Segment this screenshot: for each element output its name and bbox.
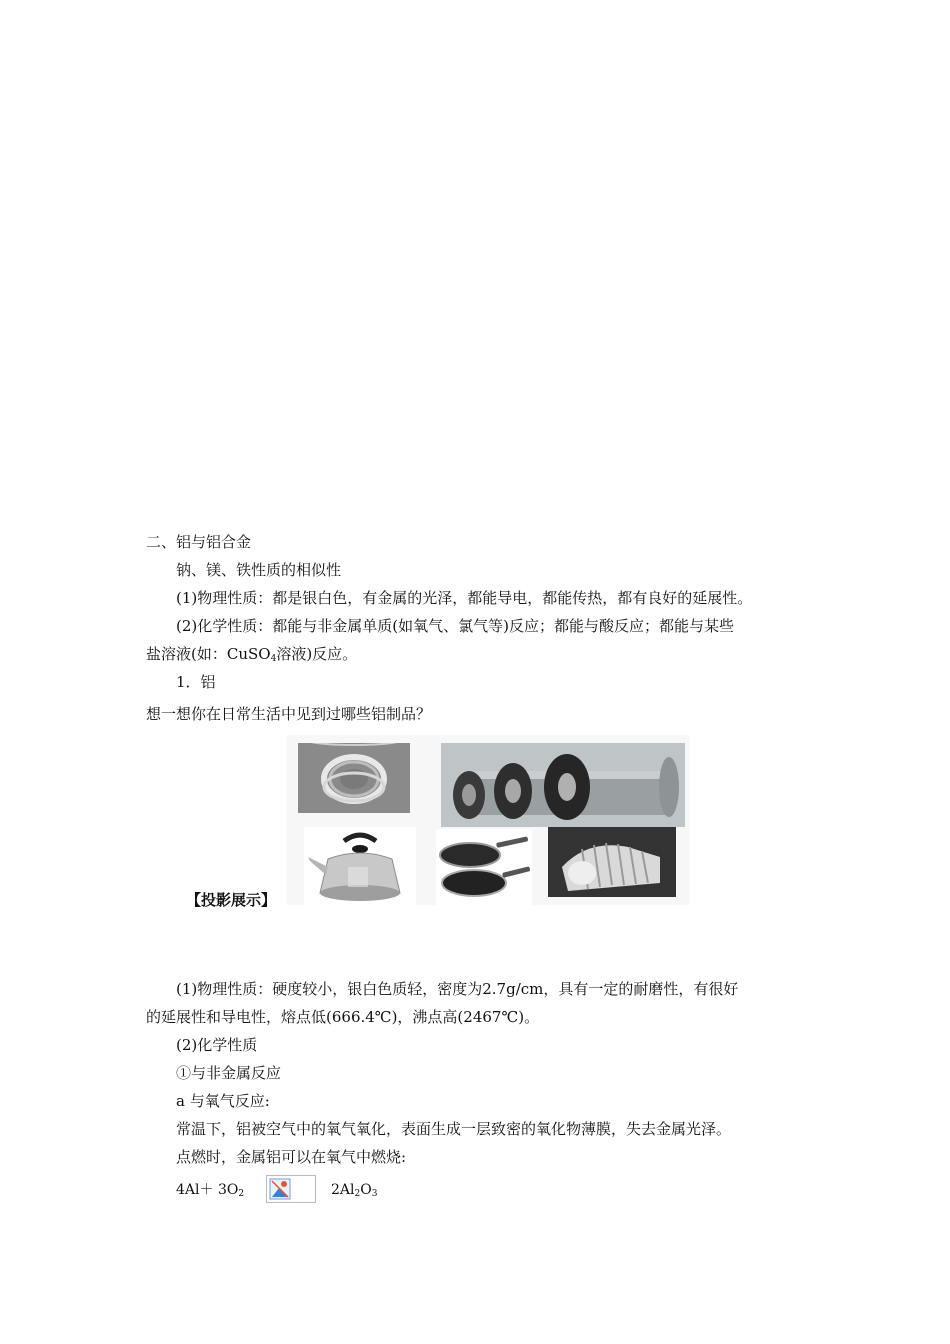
aluminum-subheading: 1．铝 [176, 673, 216, 691]
aluminum-wire-coil-photo [298, 743, 410, 813]
equation-product-o: O [360, 1182, 372, 1198]
broken-image-icon [269, 1178, 291, 1200]
al-subscript: 2 [354, 1189, 361, 1199]
salt-solution-prefix: 盐溶液(如：CuSO [146, 645, 271, 663]
chemical-properties-text-cont [146, 644, 357, 669]
equation-left [176, 1180, 244, 1204]
al-physical-properties-text-cont: 的延展性和导电性，熔点低(666.4℃)，沸点高(2467℃)。 [146, 1008, 540, 1026]
ignition-text: 点燃时，金属铝可以在氧气中燃烧: [176, 1148, 407, 1166]
heat-sink-photo [548, 827, 676, 897]
salt-solution-suffix: 溶液)反应。 [276, 645, 358, 663]
oxygen-reaction-item: a 与氧气反应: [176, 1092, 270, 1110]
equation-product-al: 2Al [331, 1182, 355, 1198]
oxygen-subscript: 2 [238, 1189, 245, 1199]
sulfate-subscript: 4 [270, 654, 277, 664]
frying-pans-photo [436, 829, 532, 905]
kettle-photo [304, 827, 416, 905]
al-physical-properties-text: (1)物理性质：硬度较小，银白色质轻，密度为2.7g/cm，具有一定的耐磨性，有很好 [176, 980, 739, 998]
projection-label: 【投影展示】 [186, 891, 277, 909]
intro-text: 钠、镁、铁性质的相似性 [176, 561, 342, 579]
chemical-properties-text: (2)化学性质：都能与非金属单质(如氧气、氯气等)反应；都能与酸反应；都能与某些 [176, 617, 734, 635]
physical-properties-text: (1)物理性质：都是银白色，有金属的光泽，都能导电，都能传热，都有良好的延展性。 [176, 589, 753, 607]
section-heading: 二、铝与铝合金 [146, 533, 252, 551]
al-chemical-heading: (2)化学性质 [176, 1036, 258, 1054]
aluminum-products-collage [286, 735, 690, 905]
o-subscript: 3 [371, 1189, 378, 1199]
nonmetal-reaction-item: ①与非金属反应 [176, 1064, 282, 1082]
equation-reactants: 4Al＋ 3O [176, 1182, 239, 1198]
cable-spools-photo [441, 743, 685, 827]
room-temp-text: 常温下，铝被空气中的氧气氧化，表面生成一层致密的氧化物薄膜，失去金属光泽。 [176, 1120, 732, 1138]
reaction-condition-image [266, 1175, 316, 1203]
equation-right [331, 1180, 377, 1204]
question-text: 想一想你在日常生活中见到过哪些铝制品？ [146, 705, 432, 723]
